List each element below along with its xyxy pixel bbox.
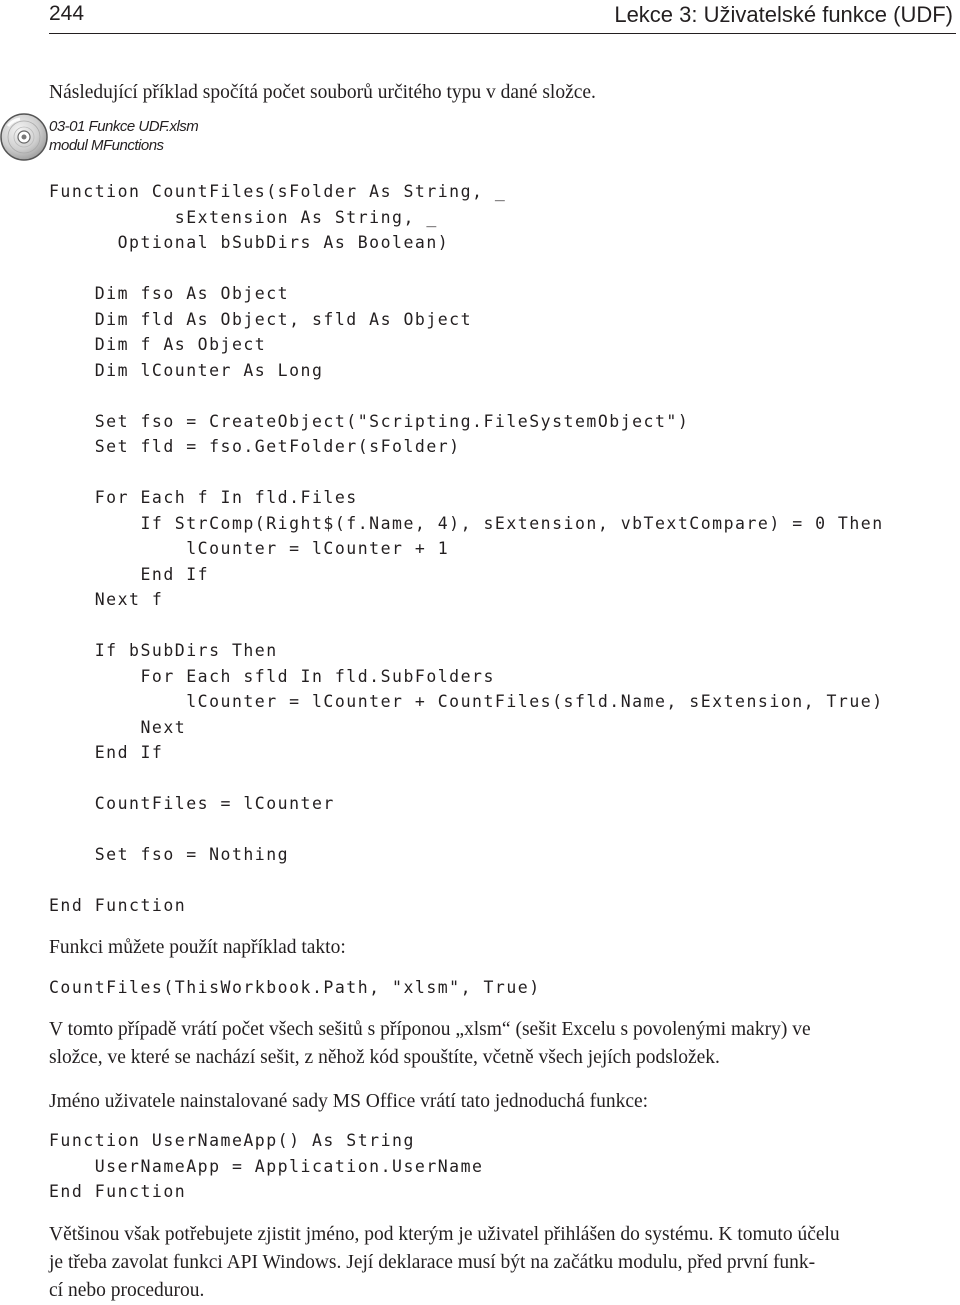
code-line: For Each f In fld.Files <box>49 488 358 507</box>
code-line: UserNameApp = Application.UserName <box>49 1156 484 1176</box>
text-line: Většinou však potřebujete zjistit jméno, pod kterým je uživatel přihlášen do systému. K tomuto účelu <box>49 1224 840 1245</box>
code-line: End If <box>49 743 164 762</box>
code-line: End If <box>49 564 210 584</box>
code-line: Dim fld As Object, sfld As Object <box>49 309 473 329</box>
code-line <box>49 868 884 894</box>
code-line: If bSubDirs Then <box>49 641 278 660</box>
code-line: CountFiles(ThisWorkbook.Path, "xlsm", True) <box>49 978 541 997</box>
text-line: je třeba zavolat funkci API Windows. Její deklarace musí být na začátku modulu, před první funk- <box>49 1252 816 1273</box>
code-line: Function UserNameApp() As String <box>49 1131 415 1150</box>
code-block-countfiles <box>49 179 884 919</box>
code-line: Dim fso As Object <box>49 284 290 303</box>
code-line <box>49 613 884 639</box>
intro-paragraph: Následující příklad spočítá počet souborů určitého typu v dané složce. <box>49 82 596 103</box>
text-line: složce, ve které se nachází sešit, z něhož kód spouštíte, včetně všech jejích podsložek. <box>49 1047 720 1068</box>
cd-module-name: modul MFunctions <box>49 137 164 154</box>
header-divider <box>49 33 956 34</box>
code-line: sExtension As String, _ <box>49 207 438 227</box>
code-line: Optional bSubDirs As Boolean) <box>49 233 450 252</box>
chapter-title: Lekce 3: Uživatelské funkce (UDF) <box>614 2 953 27</box>
code-line <box>49 256 884 282</box>
code-line: Set fso = CreateObject("Scripting.FileSystemObject") <box>49 411 690 431</box>
code-line <box>49 460 884 486</box>
code-line: Next <box>49 717 187 737</box>
code-line: For Each sfld In fld.SubFolders <box>49 666 495 686</box>
code-line: lCounter = lCounter + 1 <box>49 539 450 558</box>
text-line: cí nebo procedurou. <box>49 1280 205 1301</box>
code-line: End Function <box>49 896 187 915</box>
code-line: Next f <box>49 590 164 609</box>
code-line: End Function <box>49 1182 187 1201</box>
usage-paragraph: Funkci můžete použít například takto: <box>49 937 346 958</box>
code-line: Set fld = fso.GetFolder(sFolder) <box>49 437 461 456</box>
code-line <box>49 383 884 409</box>
code-line: Dim lCounter As Long <box>49 360 324 380</box>
cd-icon <box>0 112 50 162</box>
code-line: Set fso = Nothing <box>49 845 290 864</box>
code-line <box>49 817 884 843</box>
code-block-username <box>49 1128 484 1205</box>
text-line: V tomto případě vrátí počet všech sešitů s příponou „xlsm“ (sešit Excelu s povolenými makry) ve <box>49 1019 811 1040</box>
code-block-usage <box>49 975 541 1001</box>
code-line: If StrComp(Right$(f.Name, 4), sExtension, vbTextCompare) = 0 Then <box>49 513 884 533</box>
code-line: lCounter = lCounter + CountFiles(sfld.Name, sExtension, True) <box>49 692 884 711</box>
code-line: Dim f As Object <box>49 335 267 354</box>
code-line: Function CountFiles(sFolder As String, _ <box>49 182 507 201</box>
code-line <box>49 766 884 792</box>
cd-file-name: 03-01 Funkce UDF.xlsm <box>49 118 199 135</box>
page-number: 244 <box>49 2 85 25</box>
code-line: CountFiles = lCounter <box>49 794 335 813</box>
username-paragraph: Jméno uživatele nainstalované sady MS Office vrátí tato jednoduchá funkce: <box>49 1091 649 1112</box>
